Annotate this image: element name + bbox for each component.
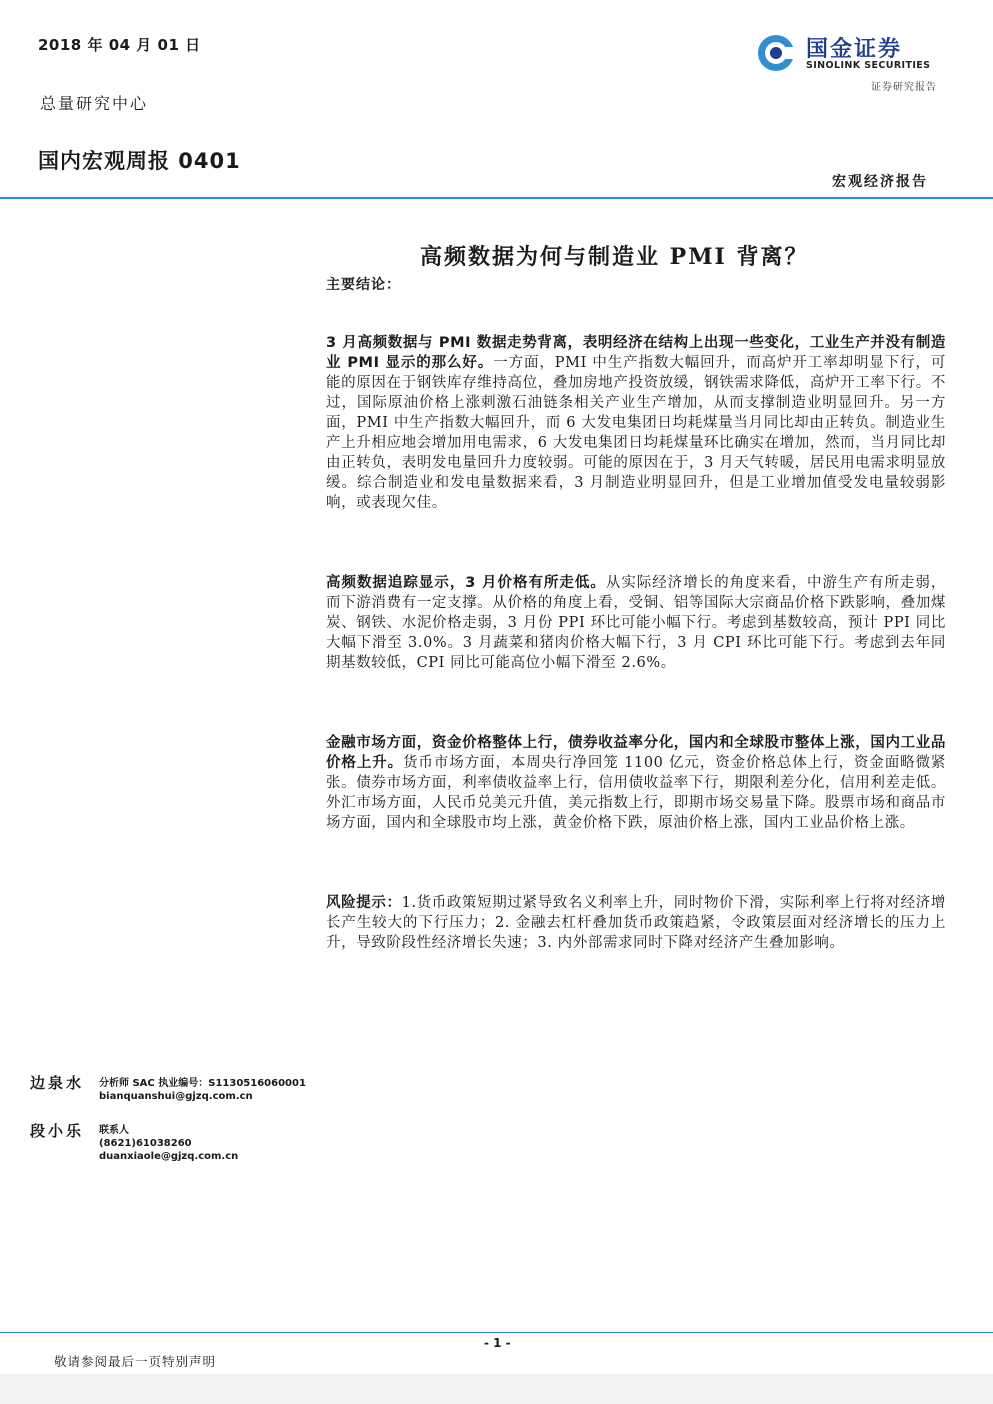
- logo-subtitle: 证券研究报告: [871, 82, 937, 93]
- conclusion-label: 主要结论：: [326, 277, 401, 293]
- paragraph-lead: 3 月高频数据与 PMI 数据走势背离，表明经济在结构上出现一些变化，工业生产并没有制造业 PMI 显示的那么好。: [326, 335, 946, 371]
- paragraph-lead: 金融市场方面，资金价格整体上行，债券收益率分化，国内和全球股市整体上涨，国内工业品价格上升。: [326, 735, 946, 771]
- analyst-name: 边泉水: [30, 1074, 85, 1092]
- contact-name: 段小乐: [30, 1122, 85, 1140]
- disclaimer: 敬请参阅最后一页特别声明: [54, 1354, 217, 1369]
- paragraph-risk-warning: [326, 893, 946, 953]
- research-center-name: 总量研究中心: [40, 94, 149, 113]
- logo-english-name: SINOLINK SECURITIES: [806, 60, 931, 71]
- paragraph-lead: 高频数据追踪显示，3 月价格有所走低。: [326, 575, 606, 591]
- analyst-role: 分析师 SAC 执业编号：S1130516060001: [99, 1078, 306, 1089]
- contact-role: 联系人: [99, 1125, 129, 1136]
- report-date: 2018 年 04 月 01 日: [38, 36, 201, 54]
- page-number: - 1 -: [484, 1336, 511, 1350]
- contact-info: [99, 1124, 238, 1163]
- main-title: 高频数据为何与制造业 PMI 背离？: [420, 244, 809, 270]
- paragraph-structure: [326, 333, 946, 513]
- sinolink-logo-icon: [756, 33, 798, 73]
- paragraph-financial-markets: [326, 733, 946, 833]
- analyst-info: [99, 1077, 306, 1103]
- logo-chinese-name: 国金证券: [806, 37, 903, 62]
- paragraph-lead: 风险提示：: [326, 895, 402, 911]
- contact-email[interactable]: duanxiaole@gjzq.com.cn: [99, 1151, 239, 1162]
- report-series-title: 国内宏观周报 0401: [38, 149, 241, 173]
- contact-phone: (8621)61038260: [99, 1138, 192, 1149]
- header-divider: [0, 197, 993, 199]
- report-type-label: 宏观经济报告: [832, 174, 928, 190]
- paragraph-prices: [326, 573, 946, 673]
- footer-divider: [0, 1332, 993, 1333]
- company-logo: [756, 31, 946, 75]
- paragraph-text: 从实际经济增长的角度来看，中游生产有所走弱，而下游消费有一定支撑。从价格的角度上看，受铜、铝等国际大宗商品价格下跌影响，叠加煤炭、钢铁、水泥价格走弱，3 月份 PPI 环比可能小幅下行。考虑到基数较高，预计 PPI 同比大幅下滑至 3.0%。3 月蔬菜和猪肉价格大幅下行，3 月 CPI 环比可能下行。考虑到去年同期基数较低，CPI 同比可能高位小幅下滑至 2.6%。: [326, 575, 946, 671]
- paragraph-text: 1.货币政策短期过紧导致名义利率上升，同时物价下滑，实际利率上行将对经济增长产生较大的下行压力；2. 金融去杠杆叠加货币政策趋紧，令政策层面对经济增长的压力上升，导致阶段性经济增长失速；3. 内外部需求同时下降对经济产生叠加影响。: [326, 895, 947, 951]
- footer-band: [0, 1374, 993, 1404]
- paragraph-text: 一方面，PMI 中生产指数大幅回升，而高炉开工率却明显下行，可能的原因在于钢铁库存维持高位，叠加房地产投资放缓，钢铁需求降低，高炉开工率下行。不过，国际原油价格上涨刺激石油链条相关产业生产增加，从而支撑制造业明显回升。另一方面，PMI 中生产指数大幅回升，而 6 大发电集团日均耗煤量当月同比却由正转负。制造业生产上升相应地会增加用电需求，6 大发电集团日均耗煤量环比确实在增加，然而，当月同比却由正转负，表明发电量回升力度较弱。可能的原因在于，3 月天气转暖，居民用电需求明显放缓。综合制造业和发电量数据来看，3 月制造业明显回升，但是工业增加值受发电量较弱影响，或表现欠佳。: [326, 355, 946, 511]
- paragraph-text: 货币市场方面，本周央行净回笼 1100 亿元，资金价格总体上行，资金面略微紧张。债券市场方面，利率债收益率上行，信用债收益率下行，期限利差分化，信用利差走低。外汇市场方面，人民币兑美元升值，美元指数上行，即期市场交易量下降。股票市场和商品市场方面，国内和全球股市均上涨，黄金价格下跌，原油价格上涨，国内工业品价格上涨。: [326, 755, 947, 831]
- analyst-email[interactable]: bianquanshui@gjzq.com.cn: [99, 1091, 253, 1102]
